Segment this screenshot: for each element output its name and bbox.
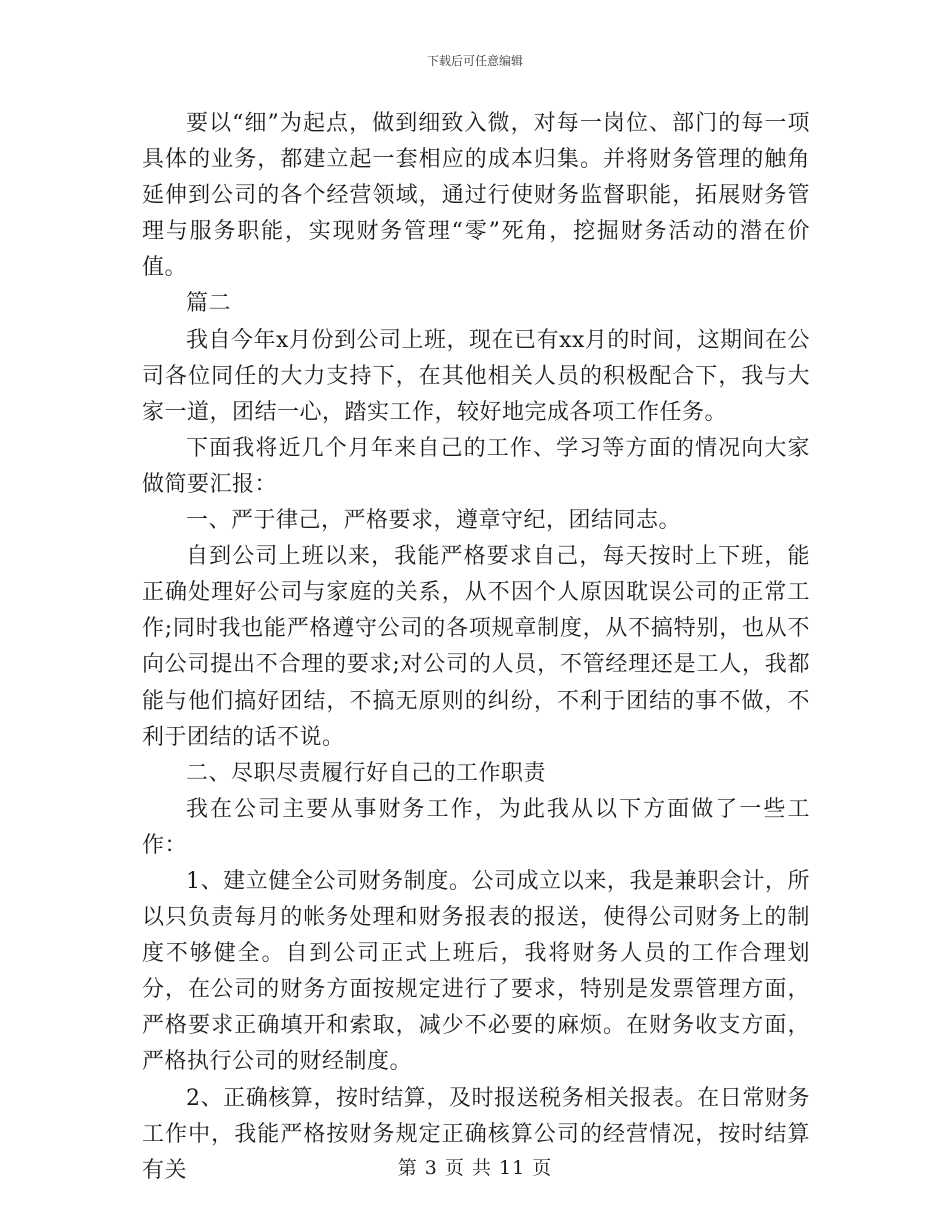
section-heading: 二、尽职尽责履行好自己的工作职责 <box>186 760 547 786</box>
section-heading: 篇二 <box>186 291 232 317</box>
paragraph: 下面我将近几个月年来自己的工作、学习等方面的情况向大家做简要汇报： <box>142 435 810 497</box>
paragraph: 我在公司主要从事财务工作，为此我从以下方面做了一些工作： <box>142 796 810 858</box>
section-heading: 一、严于律己，严格要求，遵章守纪，团结同志。 <box>186 508 682 534</box>
paragraph: 我自今年x月份到公司上班，现在已有xx月的时间，这期间在公司各位同任的大力支持下，在其他相关人员的积极配合下，我与大家一道，团结一心，踏实工作，较好地完成各项工作任务。 <box>142 327 810 425</box>
page-footer: 第 3 页 共 11 页 <box>397 1157 553 1179</box>
paragraph: 2、正确核算，按时结算，及时报送税务相关报表。在日常财务工作中，我能严格按财务规定正确核算公司的经营情况，按时结算有关 <box>142 1085 810 1183</box>
paragraph: 要以“细”为起点，做到细致入微，对每一岗位、部门的每一项具体的业务，都建立起一套相应的成本归集。并将财务管理的触角延伸到公司的各个经营领域，通过行使财务监督职能，拓展财务管理与服务职能，实现财务管理“零”死角，挖掘财务活动的潜在价值。 <box>142 111 810 281</box>
document-body <box>142 106 810 1189</box>
page-header: 下载后可任意编辑 <box>426 54 523 68</box>
paragraph: 1、建立健全公司财务制度。公司成立以来，我是兼职会计，所以只负责每月的帐务处理和财务报表的报送，使得公司财务上的制度不够健全。自到公司正式上班后，我将财务人员的工作合理划分，在公司的财务方面按规定进行了要求，特别是发票管理方面，严格要求正确填开和索取，减少不必要的麻烦。在财务收支方面，严格执行公司的财经制度。 <box>142 868 810 1075</box>
paragraph: 自到公司上班以来，我能严格要求自己，每天按时上下班，能正确处理好公司与家庭的关系，从不因个人原因耽误公司的正常工作;同时我也能严格遵守公司的各项规章制度，从不搞特别，也从不向公司提出不合理的要求;对公司的人员，不管经理还是工人，我都能与他们搞好团结，不搞无原则的纠纷，不利于团结的事不做，不利于团结的话不说。 <box>142 544 810 750</box>
